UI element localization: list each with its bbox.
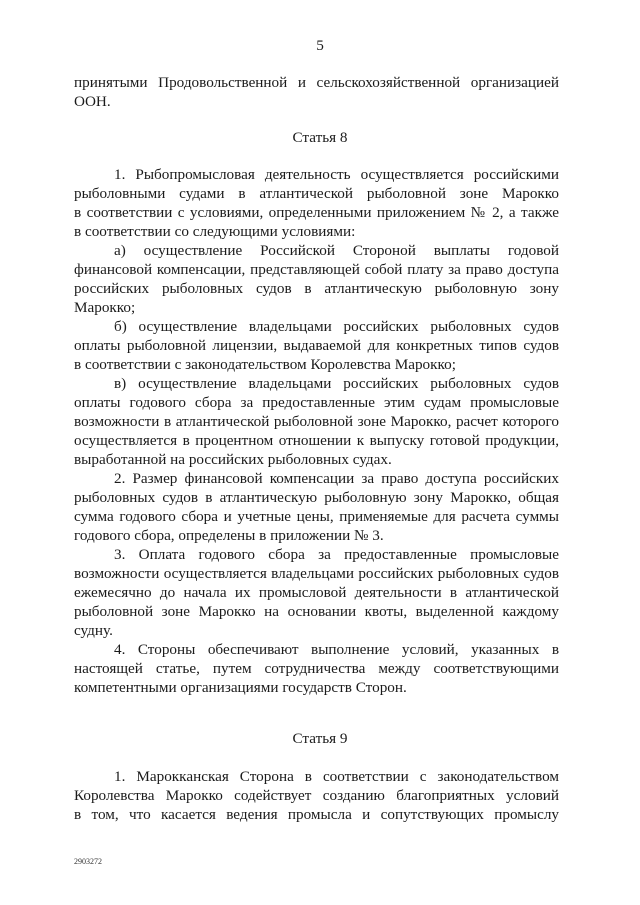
text-line: Королевства Марокко содействует созданию благоприятных условий (74, 787, 559, 804)
text-line: сумма годового сбора и учетные цены, применяемые для расчета суммы (74, 508, 559, 525)
text-line: Марокко; (74, 299, 136, 316)
text-line: компетентными организациями государств Сторон. (74, 679, 407, 696)
text-line: б) осуществление владельцами российских рыболовных судов (114, 318, 559, 335)
text-line: российских рыболовных судов в атлантическую рыболовную зону (74, 280, 559, 297)
text-line: выработанной на российских рыболовных судах. (74, 451, 392, 468)
page-number: 5 (316, 37, 324, 54)
article-9-body (74, 767, 559, 824)
text-line: настоящей статье, путем сотрудничества между соответствующими (74, 660, 559, 677)
text-line: возможности в атлантической рыболовной зоне Марокко, расчет которого (74, 413, 559, 430)
text-line: 2. Размер финансовой компенсации за право доступа российских (114, 470, 559, 487)
text-line: 1. Марокканская Сторона в соответствии с законодательством (114, 768, 559, 785)
text-line: рыболовных судов в атлантическую рыболовную зону Марокко, общая (74, 489, 559, 506)
article-9-heading: Статья 9 (292, 730, 348, 747)
article-8-body (74, 165, 559, 697)
text-line: годового сбора, определены в приложении № 3. (74, 527, 384, 544)
text-line: рыболовной зоне Марокко на основании квоты, выделенной каждому (74, 603, 559, 620)
text-line: в) осуществление владельцами российских рыболовных судов (114, 375, 559, 392)
text-line: оплаты годового сбора за предоставленные этим судам промысловые (74, 394, 559, 411)
text-line: в соответствии с законодательством Королевства Марокко; (74, 356, 456, 373)
text-line: финансовой компенсации, представляющей собой плату за право доступа (74, 261, 559, 278)
text-line: ежемесячно до начала их промысловой деятельности в атлантической (74, 584, 559, 601)
text-line: а) осуществление Российской Стороной выплаты годовой (114, 242, 559, 259)
text-line: 3. Оплата годового сбора за предоставленные промысловые (114, 546, 559, 563)
text-line: принятыми Продовольственной и сельскохозяйственной организацией (74, 74, 559, 91)
text-line: оплаты рыболовной лицензии, выдаваемой для конкретных типов судов (74, 337, 559, 354)
text-line: возможности осуществляется владельцами российских рыболовных судов (74, 565, 559, 582)
text-line: в том, что касается ведения промысла и сопутствующих промыслу (74, 806, 559, 823)
text-line: рыболовными судами в атлантической рыболовной зоне Марокко (74, 185, 559, 202)
text-line: ООН. (74, 93, 111, 110)
article-8-heading: Статья 8 (292, 129, 348, 146)
document-code: 2903272 (74, 857, 102, 866)
text-line: осуществляется в процентном отношении к выпуску готовой продукции, (74, 432, 559, 449)
text-line: 1. Рыбопромысловая деятельность осуществляется российскими (114, 166, 559, 183)
text-line: в соответствии с условиями, определенными приложением № 2, а также (74, 204, 559, 221)
top-paragraph (74, 73, 559, 111)
text-line: 4. Стороны обеспечивают выполнение условий, указанных в (114, 641, 559, 658)
text-line: судну. (74, 622, 113, 639)
text-line: в соответствии со следующими условиями: (74, 223, 356, 240)
